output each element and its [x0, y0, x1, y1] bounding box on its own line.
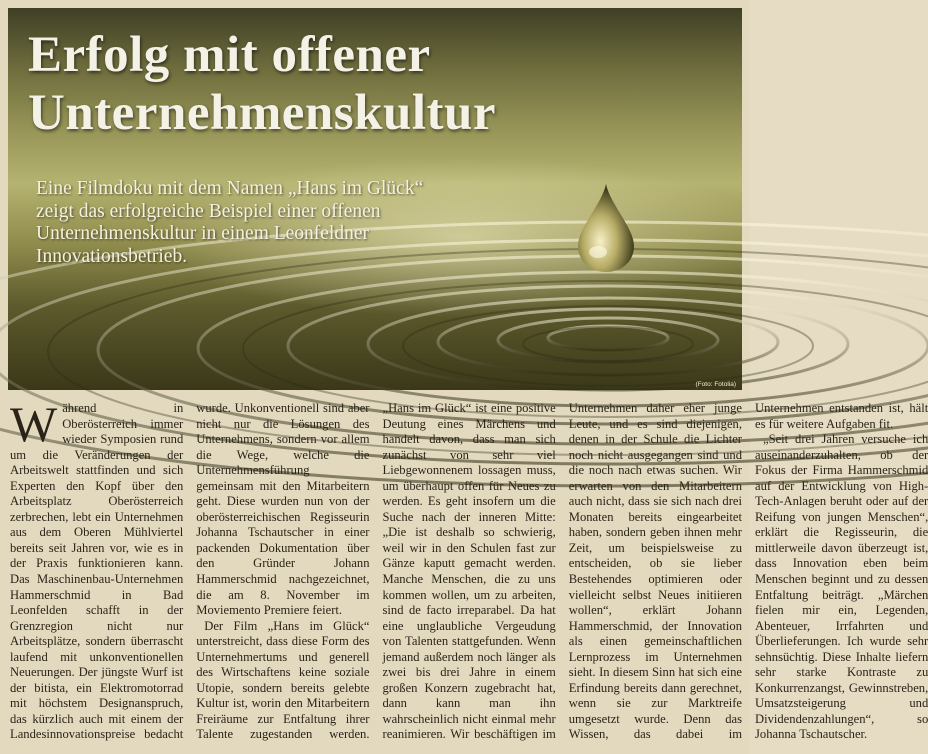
headline-line-1: Erfolg mit offener [28, 27, 431, 83]
paragraph: Der Film „Hans im Glück“ unterstreicht, dass diese Form des Unternehmertums und generell des Wirtschaftens keine soziale Utopie, sondern bereits gelebte Kultur ist, worin den Mitarbeitern Freiräume zur Entfaltung ihrer Talente zugestanden werden. „Hans im Glück“ ist eine positive Deutung eines Märchens und handelt davon, dass man sich zunächst von sehr viel Liebgewonnenem lossagen muss, um überhaupt offen für Neues zu werden. Es geht insofern um die Suche nach der inneren Mitte: „Die ist deshalb so schwierig, weil wir in den Schulen fast zur Gänze kaputt gemacht werden. Manche Menschen, die zu uns kommen wollen, um zu arbeiten, sind de facto irreparabel. Da hat eine unglaubliche Vergeudung von Talenten stattgefunden. Wenn jemand außerdem noch länger als zwei bis drei Jahre in einem großen Konzern zugebracht hat, dann kann man ihn wahrscheinlich nicht einmal mehr reanimieren. Wir beschäftigen im Unternehmen daher eher junge Leute, und es sind diejenigen, denen in der Schule die Lichter noch nicht ausgegangen sind und die noch nach etwas suchen. Wir erwarten von den Mitarbeitern auch nicht, dass sie sich nach drei Monaten bereits eingearbeitet haben, sondern geben ihnen mehr Zeit, um beispielsweise zu entscheiden, ob sie lieber Bestehendes optimieren oder vielleicht selbst Neues initiieren wollen“, erklärt Johann Hammerschmid, der Innovation als einen gemeinschaftlichen Lernprozess im Unternehmen sieht. In diesem Sinn hat sich eine Erfindung bereits dann gerechnet, wenn sie zur Marktreife umgesetzt wurde. Denn das Wissen, das dabei im Unternehmen entstanden ist, hält es für weitere Aufgaben fit. [196, 401, 928, 742]
water-drop-image [574, 182, 638, 274]
paragraph: Während in Oberösterreich immer wieder Symposien rund um die Veränderungen der Arbeitswelt stattfinden und sich Experten den Kopf über den Arbeitsplatz Oberösterreich zerbrechen, lebt ein Unternehmen aus dem Oberen Mühlviertel bereits seit Jahren vor, wie es in der Praxis funktionieren kann. Das Maschinenbau-Unternehmen Hammerschmid in Bad Leonfelden schafft in der Grenzregion nicht nur Arbeitsplätze, sondern überrascht laufend mit unkonventionellen Neuerungen. Der jüngste Wurf ist der bitista, ein Elektromotorrad mit höchstem Designanspruch, das kürzlich auch mit einem der Landesinnovationspreise bedacht wurde. Unkonventionell sind aber nicht nur die Lösungen des Unternehmens, sondern vor allem die Wege, welche die Unternehmensführung gemeinsam mit den Mitarbeitern geht. Diese wurden nun von der oberösterreichischen Regisseurin Johanna Tschautscher in einer packenden Dokumentation über den Gründer Johann Hammerschmid nachgezeichnet, die am 8. November im Moviemento Premiere feiert. [10, 396, 370, 742]
drop-cap: W [10, 396, 58, 452]
paragraph: „Seit drei Jahren versuche ich auseinanderzuhalten, ob der Fokus der Firma Hammerschmid auf der Entwicklung von High-Tech-Anlagen beruht oder auf der Reifung von jungen Menschen“, erklärt die Regisseurin, die mittlerweile davon überzeugt ist, dass Innovation eben beim Menschen beginnt und zu dessen Entfaltung beiträgt. „Märchen fielen mir ein, Legenden, Abenteuer, Irrfahrten und Überlieferungen. Ich wurde sehr sehnsüchtig. Diese Inhalte liefern sehr starke Kontraste zu Konkurrenzangst, Gewinnstreben, Umsatzsteigerung und Dividendenzahlungen“, so Johanna Tschautscher. [755, 432, 928, 742]
headline [28, 26, 496, 142]
headline-line-2: Unternehmenskultur [28, 85, 497, 141]
article-body [10, 396, 928, 751]
hero-photo [8, 8, 742, 390]
subheadline: Eine Filmdoku mit dem Namen „Hans im Glück“ zeigt das erfolgreiche Beispiel einer offenen Unternehmenskultur in einem Leonfeldner Innovationsbetrieb. [36, 178, 424, 267]
photo-credit: (Foto: Fotolia) [695, 381, 736, 388]
